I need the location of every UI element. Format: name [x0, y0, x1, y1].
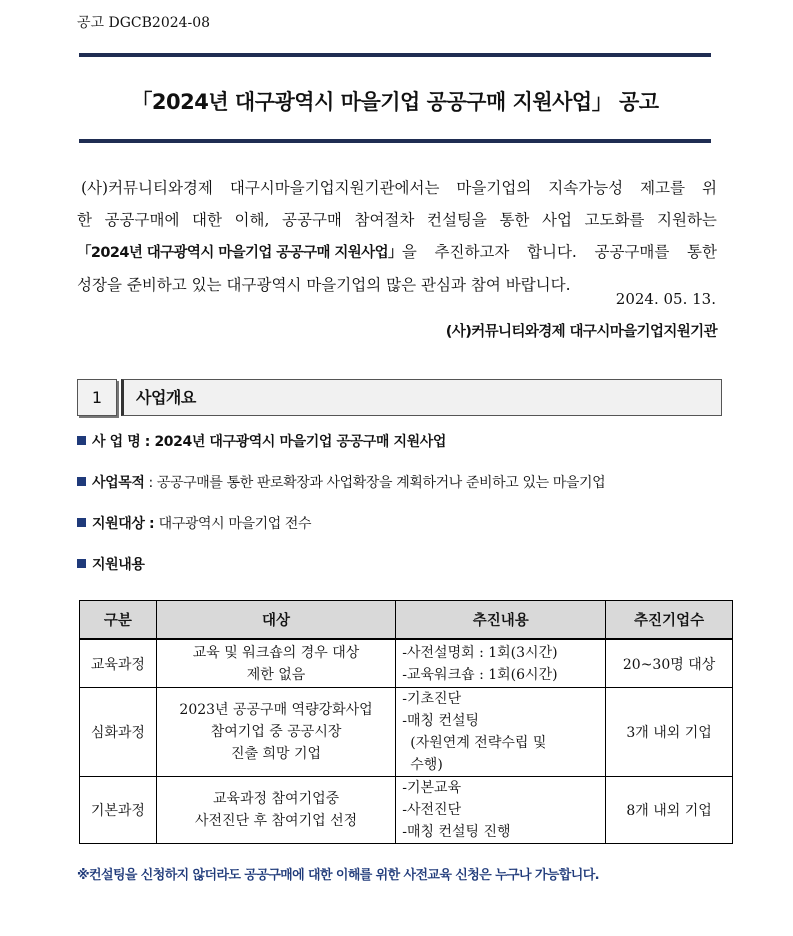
count-cell: 3개 내외 기업: [606, 688, 733, 777]
content-line: -매칭 컨설팅 진행: [402, 824, 511, 840]
item-project-name: [77, 431, 446, 451]
intro-paragraph: [77, 172, 717, 301]
table-header-row: [80, 601, 733, 640]
intro-word: 통한: [687, 243, 717, 261]
square-bullet-icon: [77, 559, 86, 568]
category-cell: 기본과정: [80, 777, 157, 844]
table-row: [80, 777, 733, 844]
count-cell: 8개 내외 기업: [606, 777, 733, 844]
intro-word: 공공구매에: [104, 211, 180, 229]
square-bullet-icon: [77, 518, 86, 527]
intro-word: 제고를: [640, 179, 685, 197]
target-line: 진출 희망 기업: [231, 746, 322, 762]
intro-word: 대한: [192, 211, 222, 229]
content-line: -사전설명회 : 1회(3시간): [402, 644, 558, 661]
target-line: 제한 없음: [246, 666, 306, 683]
notice-date: 2024. 05. 13.: [615, 290, 716, 308]
footnote: ※컨설팅을 신청하지 않더라도 공공구매에 대한 이해를 위한 사전교육 신청은 누구나 가능합니다.: [77, 868, 599, 883]
item-label: 사 업 명 :: [92, 434, 155, 450]
target-line: 2023년 공공구매 역량강화사업: [179, 702, 373, 718]
table-row: [80, 688, 733, 777]
table-header-cell: 구분: [80, 601, 157, 640]
target-line: 교육 및 워크숍의 경우 대상: [192, 644, 360, 661]
content-cell: [396, 639, 606, 688]
notice-number: 공고 DGCB2024-08: [77, 15, 211, 31]
title-bottom-rule: [79, 139, 711, 143]
intro-word: 추진하고자: [434, 243, 510, 261]
intro-word: 사업: [541, 211, 572, 229]
intro-word: 지원하는: [657, 211, 717, 229]
intro-word: 공공구매를: [594, 243, 670, 261]
intro-word: 이해,: [234, 211, 270, 229]
item-value: 대구광역시 마을기업 전수: [158, 516, 312, 532]
count-cell: 20~30명 대상: [606, 639, 733, 688]
content-line: 수행): [410, 757, 443, 773]
intro-word: (사)커뮤니티와경제: [81, 179, 213, 197]
item-value: 2024년 대구광역시 마을기업 공공구매 지원사업: [154, 434, 446, 450]
section-number: 1: [77, 379, 117, 416]
intro-word: 공공구매: [282, 211, 342, 229]
intro-line-1: [77, 172, 717, 204]
intro-line-3: [77, 236, 717, 269]
intro-word: 을: [401, 243, 417, 261]
content-line: -사전진단: [402, 802, 462, 818]
item-value: : 공공구매를 통한 판로확장과 사업확장을 계획하거나 준비하고 있는 마을기업: [144, 475, 606, 491]
category-cell: 심화과정: [80, 688, 157, 777]
table-row: [80, 639, 733, 688]
intro-word: 마을기업의: [456, 179, 532, 197]
table-header-cell: 대상: [156, 601, 395, 640]
content-line: -기초진단: [402, 691, 462, 707]
intro-word: 지속가능성: [548, 179, 624, 197]
category-cell: 교육과정: [80, 639, 157, 688]
table-header-cell: 추진내용: [396, 601, 606, 640]
square-bullet-icon: [77, 436, 86, 445]
content-line: -교육워크숍 : 1회(6시간): [402, 666, 558, 683]
content-cell: [396, 688, 606, 777]
content-line: -매칭 컨설팅: [402, 713, 480, 729]
intro-word: 대구시마을기업지원기관에서는: [229, 179, 440, 197]
content-cell: [396, 777, 606, 844]
document-title: 「2024년 대구광역시 마을기업 공공구매 지원사업」 공고: [131, 90, 659, 114]
square-bullet-icon: [77, 477, 86, 486]
item-label: 지원대상 :: [92, 516, 159, 532]
intro-word: 고도화를: [584, 211, 645, 229]
intro-word: 위: [701, 179, 717, 197]
support-table: [79, 600, 733, 844]
section-header: [77, 379, 718, 416]
target-line: 사전진단 후 참여기업 선정: [195, 813, 358, 829]
intro-word: 한: [77, 211, 92, 229]
issuing-organization: (사)커뮤니티와경제 대구시마을기업지원기관: [445, 324, 717, 340]
section-title: 사업개요: [136, 388, 196, 407]
target-cell: [156, 688, 395, 777]
intro-bold-project-name: 「2024년 대구광역시 마을기업 공공구매 지원사업」: [77, 245, 402, 261]
content-line: -기본교육: [402, 780, 462, 796]
content-line: (자원연계 전략수립 및: [410, 735, 547, 751]
intro-word: 컨설팅을: [426, 211, 487, 229]
target-line: 교육과정 참여기업중: [212, 791, 340, 807]
intro-line-2: [77, 204, 717, 236]
intro-text: 성장을 준비하고 있는 대구광역시 마을기업의 많은 관심과 참여 바랍니다.: [77, 276, 571, 294]
intro-word: 참여절차: [354, 211, 415, 229]
intro-word: 통한: [499, 211, 530, 229]
target-cell: [156, 777, 395, 844]
item-label: 지원내용: [92, 557, 145, 573]
title-top-rule: [79, 53, 711, 57]
item-content: [77, 554, 145, 574]
section-title-bar: [121, 379, 722, 416]
table-header-cell: 추진기업수: [606, 601, 733, 640]
target-line: 참여기업 중 공공시장: [210, 724, 342, 740]
item-label: 사업목적: [92, 475, 145, 491]
target-cell: [156, 639, 395, 688]
item-purpose: [77, 472, 605, 492]
item-target: [77, 513, 311, 533]
intro-word: 합니다.: [527, 243, 577, 261]
